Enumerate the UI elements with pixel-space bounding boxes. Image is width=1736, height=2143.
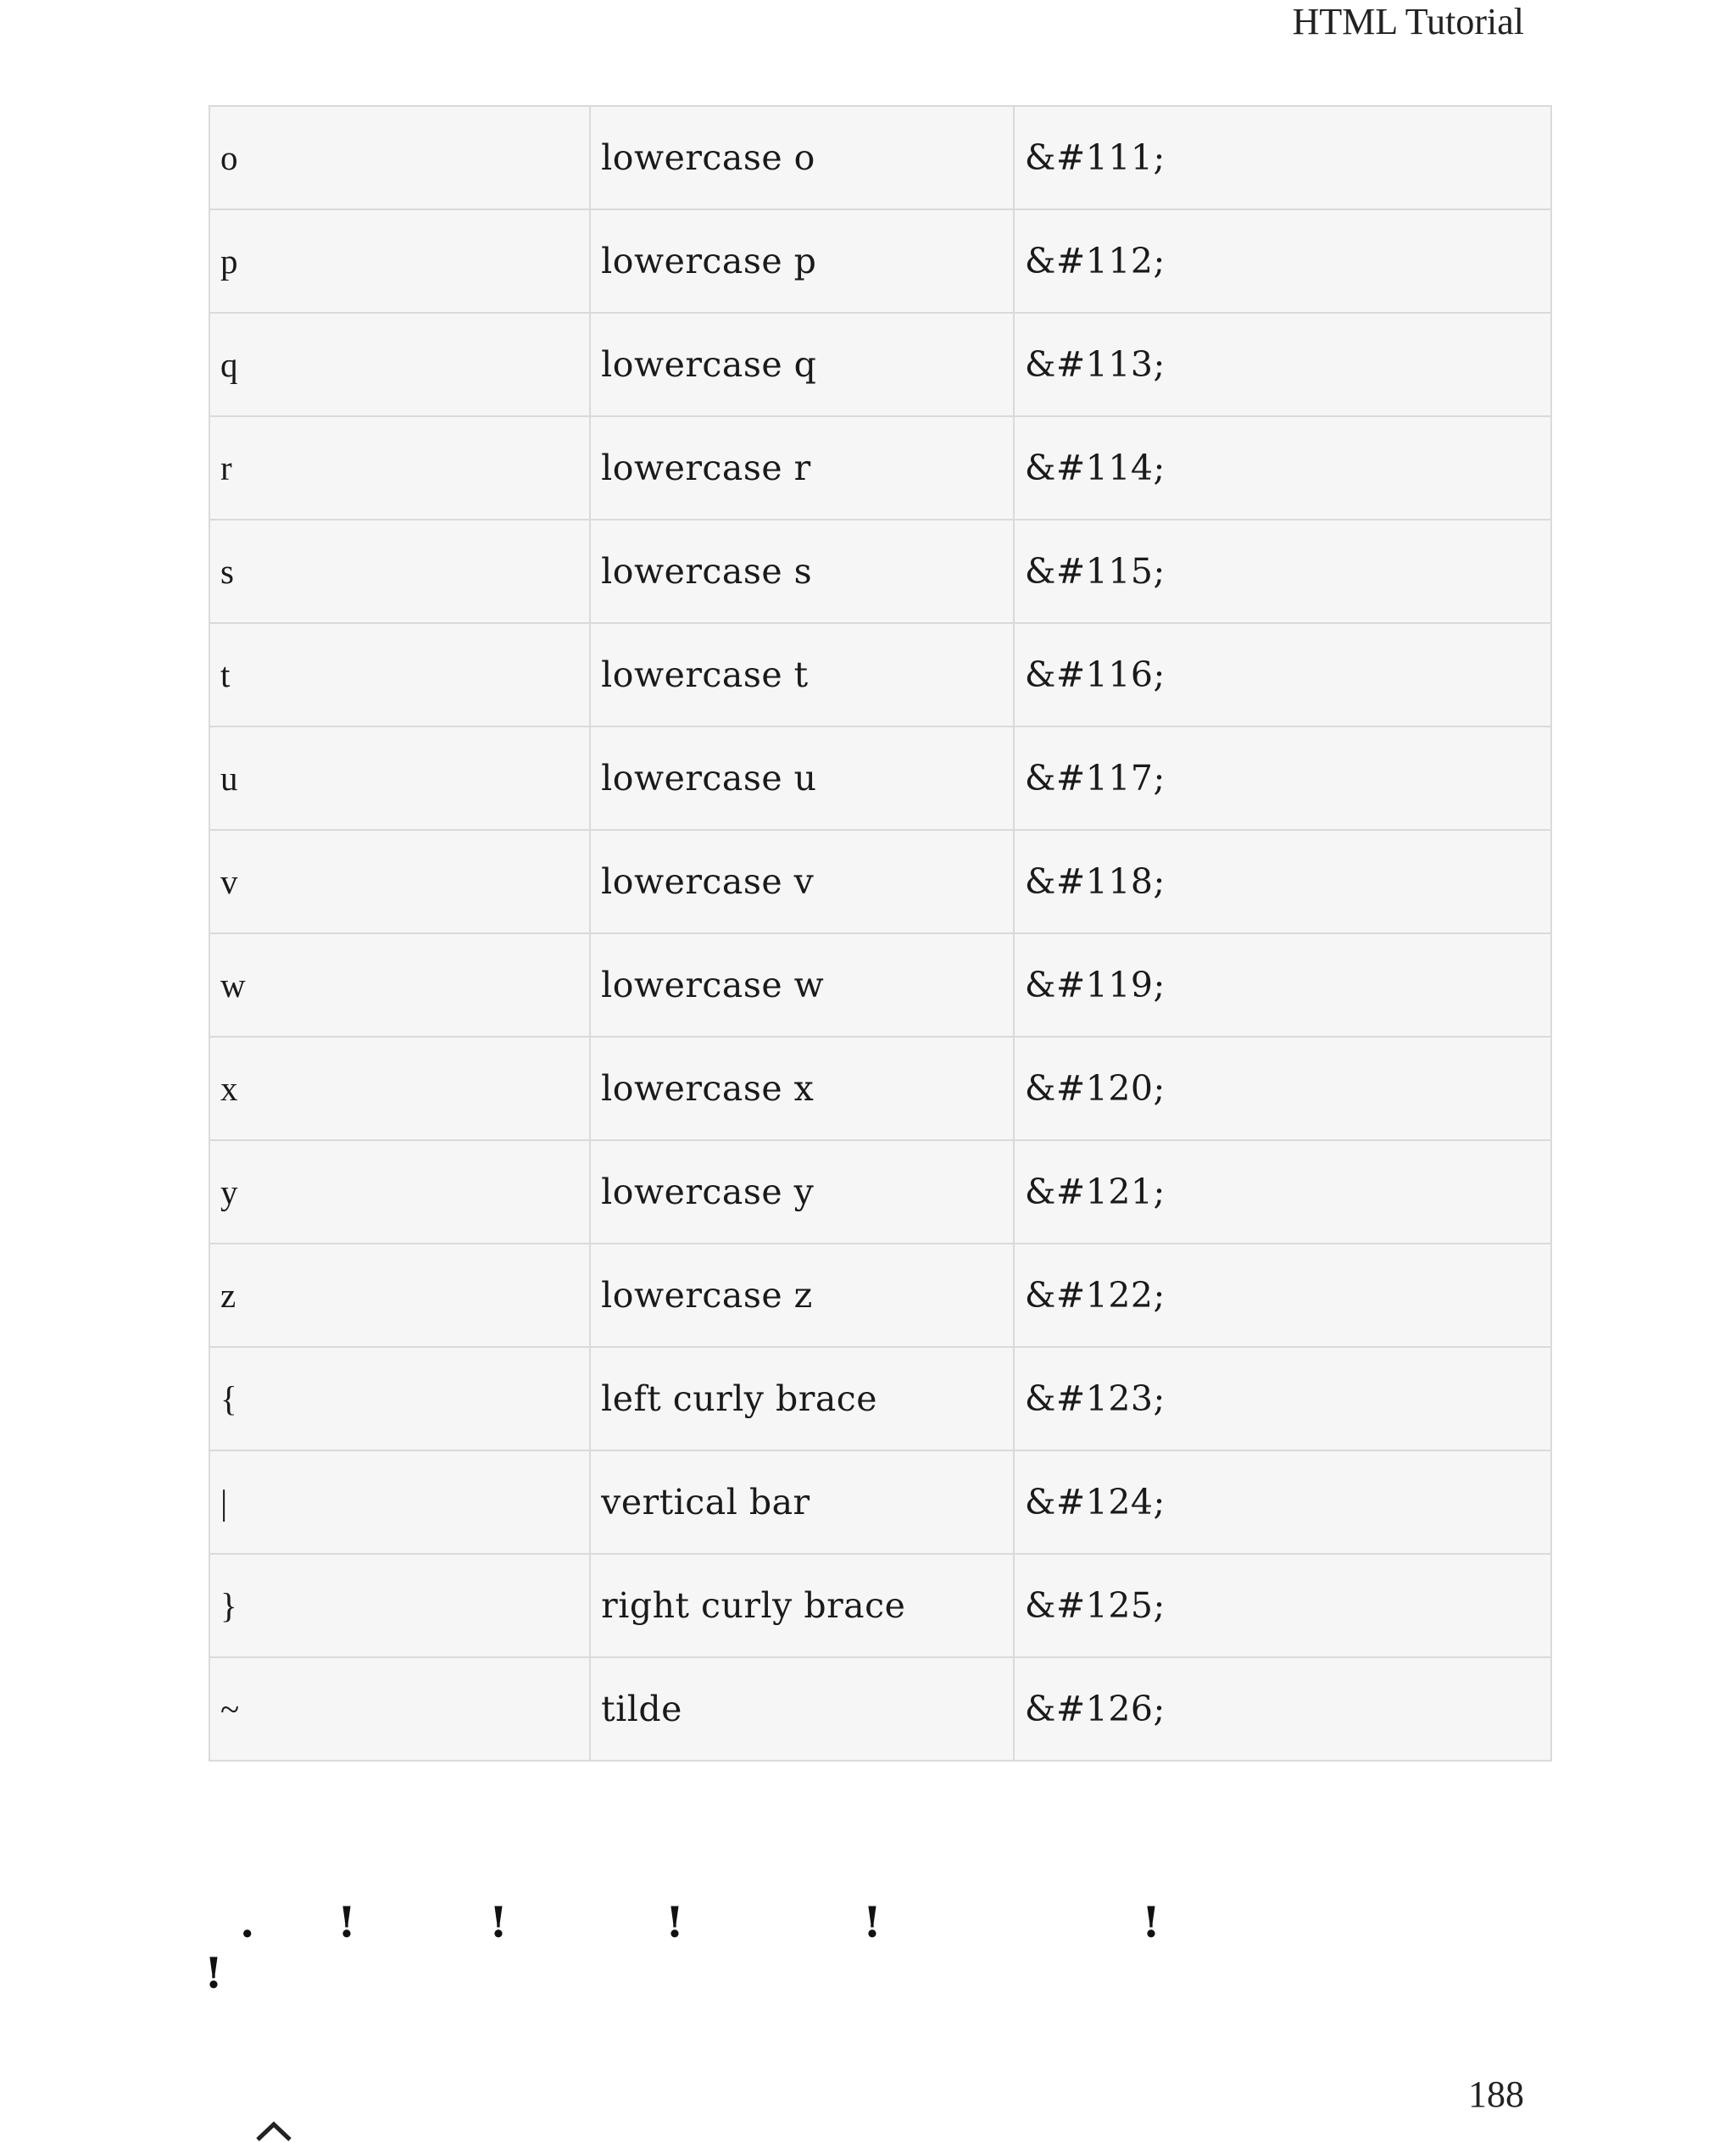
entity-number-cell: &#120; (1014, 1037, 1551, 1140)
character-cell: v (209, 830, 590, 933)
description-cell: right curly brace (590, 1554, 1014, 1657)
artifact-exclamation: ! (337, 1897, 356, 1947)
description-cell: lowercase s (590, 520, 1014, 623)
character-cell: z (209, 1244, 590, 1347)
table-row (209, 830, 1551, 933)
table-row (209, 313, 1551, 416)
character-cell: y (209, 1140, 590, 1244)
table-row (209, 1037, 1551, 1140)
character-cell: t (209, 623, 590, 726)
entity-number-cell: &#114; (1014, 416, 1551, 520)
description-cell: vertical bar (590, 1450, 1014, 1554)
description-cell: lowercase q (590, 313, 1014, 416)
character-cell: o (209, 106, 590, 209)
description-cell: lowercase y (590, 1140, 1014, 1244)
character-cell: { (209, 1347, 590, 1450)
table-row (209, 106, 1551, 209)
character-cell: | (209, 1450, 590, 1554)
table-row (209, 1657, 1551, 1761)
character-cell: } (209, 1554, 590, 1657)
description-cell: lowercase x (590, 1037, 1014, 1140)
artifact-dot: . (240, 1897, 255, 1947)
entity-number-cell: &#121; (1014, 1140, 1551, 1244)
table-row (209, 520, 1551, 623)
table-row (209, 1244, 1551, 1347)
artifact-exclamation: ! (489, 1897, 508, 1947)
character-cell: s (209, 520, 590, 623)
table-row (209, 416, 1551, 520)
character-cell: r (209, 416, 590, 520)
artifact-exclamation: ! (1142, 1897, 1160, 1947)
table-row (209, 1140, 1551, 1244)
character-cell: ~ (209, 1657, 590, 1761)
artifact-exclamation: ! (665, 1897, 684, 1947)
character-cell: u (209, 726, 590, 830)
description-cell: lowercase v (590, 830, 1014, 933)
entity-number-cell: &#111; (1014, 106, 1551, 209)
description-cell: lowercase p (590, 209, 1014, 313)
entity-number-cell: &#115; (1014, 520, 1551, 623)
entity-number-cell: &#119; (1014, 933, 1551, 1037)
character-cell: p (209, 209, 590, 313)
description-cell: lowercase w (590, 933, 1014, 1037)
artifact-exclamation: ! (863, 1897, 882, 1947)
character-cell: q (209, 313, 590, 416)
table-row (209, 1450, 1551, 1554)
entity-number-cell: &#113; (1014, 313, 1551, 416)
entity-number-cell: &#118; (1014, 830, 1551, 933)
entity-number-cell: &#124; (1014, 1450, 1551, 1554)
caret-up-icon (254, 2118, 293, 2143)
entity-number-cell: &#112; (1014, 209, 1551, 313)
entity-number-cell: &#116; (1014, 623, 1551, 726)
character-cell: x (209, 1037, 590, 1140)
table-row (209, 1347, 1551, 1450)
description-cell: lowercase r (590, 416, 1014, 520)
table-row (209, 933, 1551, 1037)
table-row (209, 623, 1551, 726)
character-cell: w (209, 933, 590, 1037)
ascii-entity-table (209, 105, 1552, 1762)
entity-number-cell: &#126; (1014, 1657, 1551, 1761)
table-row (209, 726, 1551, 830)
table-row (209, 209, 1551, 313)
description-cell: lowercase o (590, 106, 1014, 209)
artifact-exclamation: ! (204, 1948, 223, 1998)
description-cell: lowercase t (590, 623, 1014, 726)
entity-number-cell: &#122; (1014, 1244, 1551, 1347)
page-number: 188 (1468, 2073, 1524, 2115)
entity-number-cell: &#123; (1014, 1347, 1551, 1450)
entity-number-cell: &#125; (1014, 1554, 1551, 1657)
description-cell: lowercase u (590, 726, 1014, 830)
running-header-title: HTML Tutorial (1292, 1, 1524, 42)
description-cell: left curly brace (590, 1347, 1014, 1450)
entity-number-cell: &#117; (1014, 726, 1551, 830)
description-cell: tilde (590, 1657, 1014, 1761)
table-row (209, 1554, 1551, 1657)
description-cell: lowercase z (590, 1244, 1014, 1347)
